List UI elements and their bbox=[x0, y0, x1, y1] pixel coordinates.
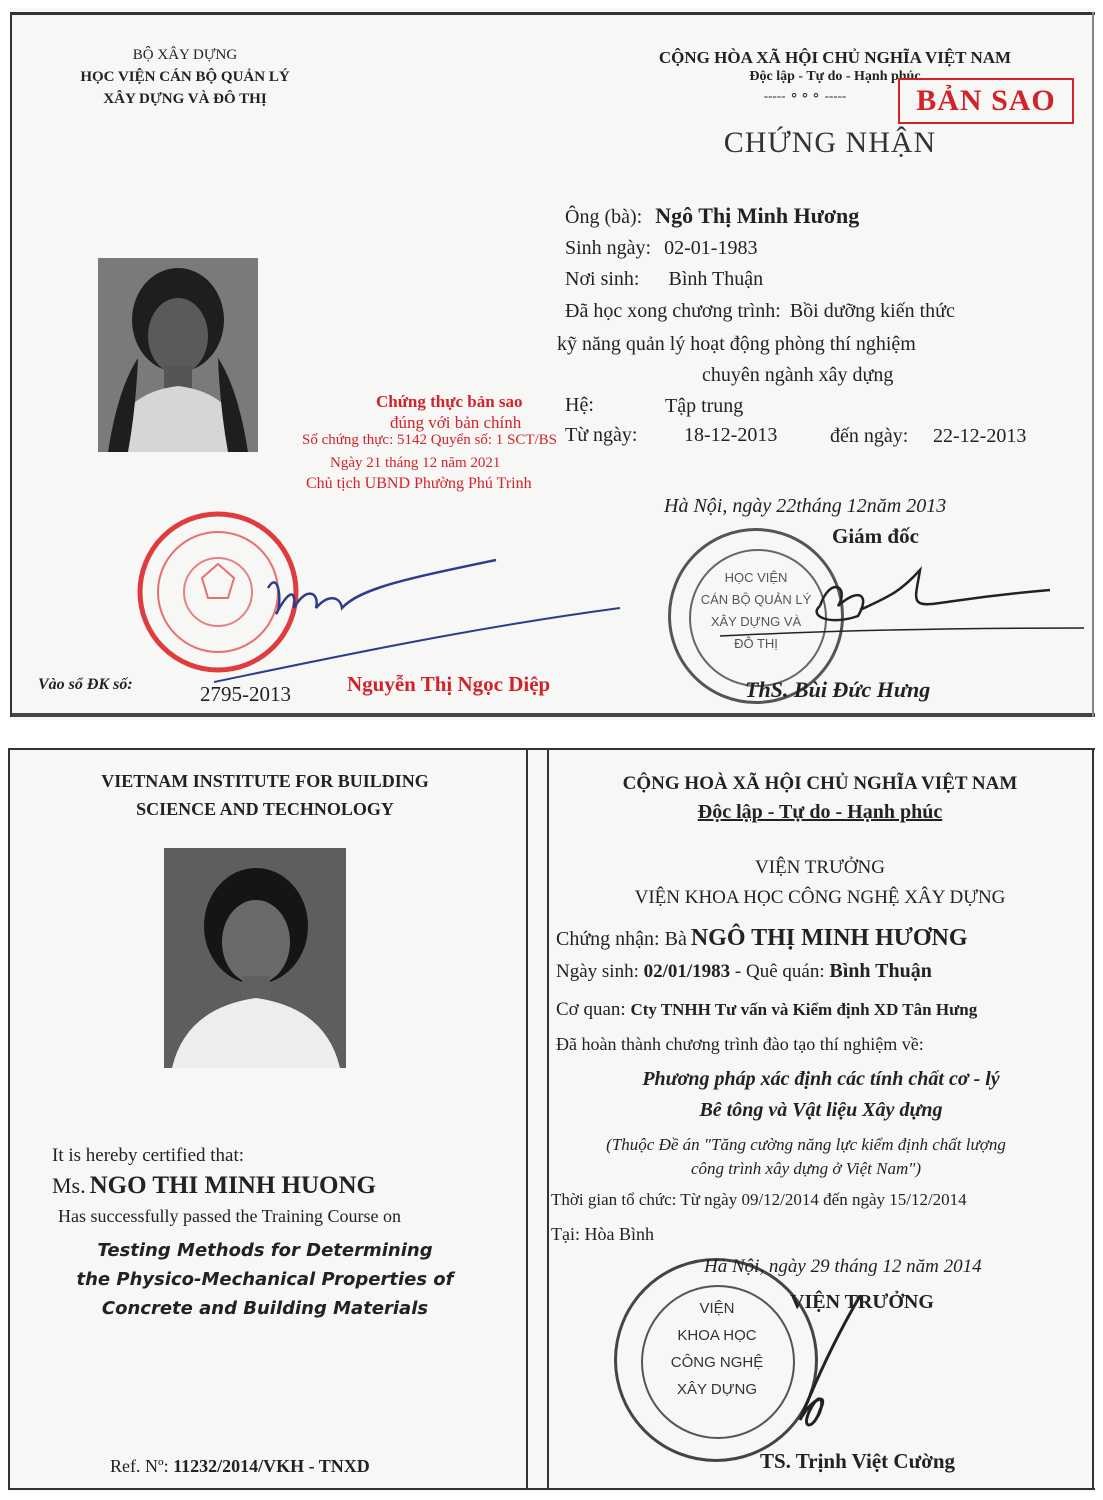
notary-line1: Chứng thực bản sao bbox=[376, 392, 523, 411]
institute-header-en bbox=[40, 767, 490, 823]
program-line3: chuyên ngành xây dựng bbox=[702, 364, 894, 386]
seal-line-4: ĐÔ THỊ bbox=[734, 636, 778, 651]
academy-name-line1: HỌC VIỆN CÁN BỘ QUẢN LÝ bbox=[80, 69, 290, 85]
org-label: Cơ quan: bbox=[556, 999, 626, 1020]
registration-label: Vào sổ ĐK số: bbox=[38, 676, 133, 693]
notary-line2: đúng với bản chính bbox=[390, 413, 522, 432]
registration-number: 2795-2013 bbox=[200, 682, 291, 706]
motto: Độc lập - Tự do - Hạnh phúc bbox=[749, 69, 921, 84]
holder-row-en bbox=[52, 1172, 376, 1200]
motto-divider: ----- ⚬⚬⚬ ----- bbox=[763, 88, 847, 103]
notary-signer-name: Nguyễn Thị Ngọc Diệp bbox=[347, 672, 551, 696]
dob-row-2 bbox=[556, 960, 932, 983]
project-note-line1: (Thuộc Đề án "Tăng cường năng lực kiểm định chất lượng bbox=[606, 1135, 1006, 1154]
signer-name-2: TS. Trịnh Việt Cường bbox=[760, 1449, 955, 1473]
from-value: 18-12-2013 bbox=[684, 424, 778, 446]
academy-name-line2: XÂY DỰNG VÀ ĐÔ THỊ bbox=[103, 91, 267, 107]
course-en-line1: Testing Methods for Determining bbox=[97, 1240, 433, 1261]
left-border bbox=[10, 12, 12, 717]
ref-value: 11232/2014/VKH - TNXD bbox=[173, 1456, 370, 1476]
holder-name-en: NGO THI MINH HUONG bbox=[89, 1172, 376, 1199]
dob-label-2: Ngày sinh: bbox=[556, 961, 639, 982]
holder-row-vn bbox=[556, 925, 968, 952]
holder-name-vn: NGÔ THỊ MINH HƯƠNG bbox=[690, 925, 968, 951]
pob-value: Bình Thuận bbox=[668, 268, 764, 290]
director-signature-1 bbox=[720, 556, 1090, 666]
copy-stamp: BẢN SAO bbox=[898, 78, 1074, 124]
to-value: 22-12-2013 bbox=[933, 425, 1027, 447]
c2-right-border bbox=[1092, 748, 1094, 1490]
hometown-label: - Quê quán: bbox=[734, 961, 825, 982]
c2-divider-1 bbox=[526, 748, 528, 1490]
program-line1: Bồi dưỡng kiến thức bbox=[789, 300, 955, 322]
portrait-photo-1 bbox=[98, 258, 258, 452]
motto-2: Độc lập - Tự do - Hạnh phúc bbox=[697, 801, 943, 823]
portrait-photo-2 bbox=[164, 848, 346, 1068]
country-title: CỘNG HÒA XÃ HỘI CHỦ NGHĨA VIỆT NAM bbox=[658, 48, 1012, 67]
course-vn-line2: Bê tông và Vật liệu Xây dựng bbox=[699, 1099, 943, 1121]
pob-row bbox=[565, 268, 763, 291]
bottom-border bbox=[10, 713, 1095, 717]
program-label: Đã học xong chương trình: bbox=[565, 300, 781, 322]
issuer-block bbox=[560, 853, 1080, 913]
country-title-2: CỘNG HOÀ XÃ HỘI CHỦ NGHĨA VIỆT NAM bbox=[622, 773, 1018, 794]
notary-signature bbox=[210, 548, 630, 688]
right-border bbox=[1092, 12, 1094, 717]
dob-value-2: 02/01/1983 bbox=[643, 961, 731, 982]
c2-divider-2 bbox=[547, 748, 549, 1490]
signer-title-1: Giám đốc bbox=[832, 524, 919, 548]
mode-value: Tập trung bbox=[665, 395, 744, 417]
registration-row bbox=[38, 676, 133, 694]
time-row: Thời gian tổ chức: Từ ngày 09/12/2014 đến ngày 15/12/2014 bbox=[551, 1190, 967, 1209]
completed-text: Đã hoàn thành chương trình đào tạo thí nghiệm về: bbox=[556, 1034, 924, 1054]
dob-value: 02-01-1983 bbox=[664, 237, 758, 259]
project-note-line2: công trình xây dựng ở Việt Nam") bbox=[690, 1159, 922, 1178]
program-row bbox=[565, 300, 955, 323]
course-en-line3: Concrete and Building Materials bbox=[101, 1298, 429, 1319]
org-value: Cty TNHH Tư vấn và Kiểm định XD Tân Hưng bbox=[630, 1000, 978, 1019]
course-title-vn bbox=[556, 1064, 1086, 1126]
passed-text: Has successfully passed the Training Course on bbox=[58, 1206, 401, 1226]
place-date-1: Hà Nội, ngày 22tháng 12năm 2013 bbox=[664, 495, 947, 517]
to-label: đến ngày: bbox=[830, 425, 909, 447]
c2-left-border bbox=[8, 748, 10, 1490]
institute-line2: SCIENCE AND TECHNOLOGY bbox=[136, 799, 394, 819]
org-row bbox=[556, 999, 977, 1021]
certify-intro: It is hereby certified that: bbox=[52, 1145, 245, 1166]
ministry-header bbox=[50, 44, 320, 110]
from-label: Từ ngày: bbox=[565, 424, 638, 446]
notary-line4: Ngày 21 tháng 12 năm 2021 bbox=[330, 455, 501, 471]
ministry-name: BỘ XÂY DỰNG bbox=[132, 47, 238, 63]
dob-label: Sinh ngày: bbox=[565, 237, 652, 259]
ref-row bbox=[110, 1456, 370, 1477]
ref-label: Ref. Nº: bbox=[110, 1456, 169, 1476]
signer-name-1: ThS. Bùi Đức Hưng bbox=[745, 677, 931, 702]
institute-line1: VIETNAM INSTITUTE FOR BUILDING bbox=[101, 771, 429, 791]
cert-label-vn: Chứng nhận: Bà bbox=[556, 928, 687, 950]
portrait-image-2 bbox=[164, 848, 346, 1068]
hometown-value: Bình Thuận bbox=[829, 960, 932, 982]
signer-title-2: VIỆN TRƯỞNG bbox=[790, 1291, 934, 1313]
name-prefix-en: Ms. bbox=[52, 1173, 86, 1198]
holder-label: Ông (bà): bbox=[565, 206, 643, 228]
seal2-line-1: VIỆN bbox=[699, 1300, 735, 1317]
holder-row bbox=[565, 203, 859, 229]
holder-name: Ngô Thị Minh Hương bbox=[655, 203, 860, 228]
pob-label: Nơi sinh: bbox=[565, 268, 640, 290]
c2-bottom-border bbox=[8, 1488, 1095, 1490]
project-note bbox=[556, 1133, 1056, 1181]
c2-top-border bbox=[8, 748, 1095, 750]
seal2-line-3: CÔNG NGHỆ bbox=[670, 1354, 764, 1371]
course-vn-line1: Phương pháp xác định các tính chất cơ - lý bbox=[642, 1068, 1000, 1090]
national-header-2 bbox=[560, 770, 1080, 826]
notary-line3: Số chứng thực: 5142 Quyển số: 1 SCT/BS bbox=[302, 432, 558, 448]
course-en-line2: the Physico-Mechanical Properties of bbox=[76, 1269, 454, 1290]
seal-line-1: HỌC VIỆN bbox=[724, 570, 788, 585]
location-row: Tại: Hòa Bình bbox=[551, 1224, 654, 1244]
place-date-2: Hà Nội, ngày 29 tháng 12 năm 2014 bbox=[704, 1256, 982, 1277]
top-border bbox=[10, 12, 1095, 15]
seal-line-2: CÁN BỘ QUẢN LÝ bbox=[700, 592, 812, 607]
issuer-name: VIỆN KHOA HỌC CÔNG NGHỆ XÂY DỰNG bbox=[634, 887, 1006, 908]
director-signature-2 bbox=[770, 1290, 890, 1440]
notary-line5: Chủ tịch UBND Phường Phú Trinh bbox=[306, 475, 532, 492]
seal-line-3: XÂY DỰNG VÀ bbox=[710, 614, 802, 629]
mode-label: Hệ: bbox=[565, 394, 594, 416]
institute-seal-text bbox=[647, 1295, 787, 1403]
portrait-image bbox=[98, 258, 258, 452]
seal2-line-2: KHOA HỌC bbox=[677, 1327, 757, 1344]
seal2-line-4: XÂY DỰNG bbox=[676, 1381, 758, 1398]
program-line2: kỹ năng quản lý hoạt động phòng thí nghiệm bbox=[557, 333, 916, 355]
course-title-en bbox=[40, 1236, 490, 1323]
certificate-title: CHỨNG NHẬN bbox=[723, 126, 937, 159]
issuer-title: VIỆN TRƯỞNG bbox=[755, 857, 885, 878]
dob-row bbox=[565, 237, 757, 260]
